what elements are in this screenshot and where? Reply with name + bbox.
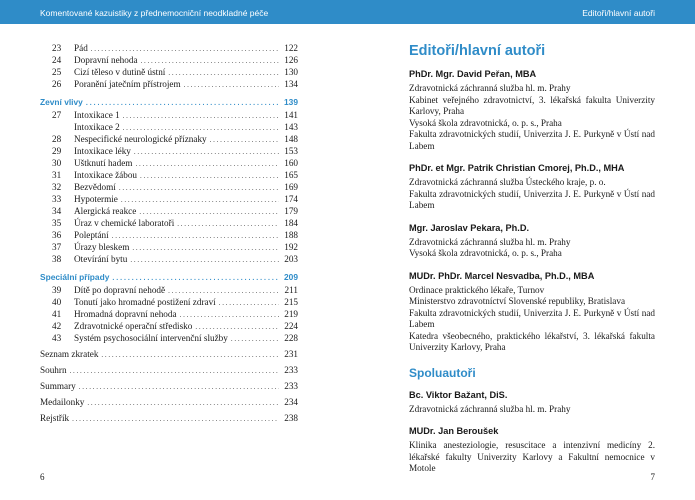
toc-entry <box>40 332 298 344</box>
author-affiliation: Zdravotnická záchranná služba Ústeckého kraje, p. o. <box>409 177 606 187</box>
toc-chapter-number: 27 <box>52 110 62 120</box>
toc-chapter-number: 29 <box>52 146 62 156</box>
author-affiliation: Fakulta zdravotnických studií, Univerzita J. E. Purkyně v Ústí nad Labem <box>409 188 655 210</box>
toc-page-number: 238 <box>284 413 298 423</box>
toc-dot-leader <box>101 348 279 361</box>
left-running-header <box>0 0 347 24</box>
author-name: Mgr. Jaroslav Pekara, Ph.D. <box>409 222 530 233</box>
toc-dot-leader <box>70 364 279 377</box>
author-affiliation: Ministerstvo zdravotníctví Slovenské republiky, Bratislava <box>409 296 626 306</box>
toc-title: Poranění jatečním přístrojem <box>74 79 181 89</box>
author-block <box>409 162 655 212</box>
toc-entry <box>40 229 298 241</box>
toc-page-number: 139 <box>284 97 298 107</box>
author-block <box>409 222 655 260</box>
toc-title: Rejstřík <box>40 413 70 423</box>
toc-entry <box>40 205 298 217</box>
toc-page-number: 184 <box>284 218 298 228</box>
author-affiliation: Katedra všeobecného, praktického lékařství, 3. lékařská fakulta Univerzity Karlovy, Praha <box>409 330 655 352</box>
author-name: Bc. Viktor Bažant, DiS. <box>409 389 508 400</box>
toc-dot-leader <box>112 271 279 285</box>
toc-title: Hypotermie <box>74 194 118 204</box>
table-of-contents <box>40 42 298 424</box>
toc-entry <box>40 284 298 296</box>
toc-page-number: 165 <box>284 170 298 180</box>
toc-page-number: 211 <box>284 285 298 295</box>
toc-title: Speciální případy <box>40 272 110 282</box>
toc-page-number: 203 <box>284 254 298 264</box>
toc-title: Alergická reakce <box>74 206 137 216</box>
right-running-header <box>347 0 695 24</box>
toc-chapter-number: 33 <box>52 194 62 204</box>
toc-section <box>40 96 298 108</box>
toc-entry <box>40 109 298 121</box>
toc-dot-leader <box>72 412 279 425</box>
toc-page-number: 233 <box>284 381 298 391</box>
toc-entry <box>40 181 298 193</box>
toc-page-number: 169 <box>284 182 298 192</box>
author-name: MUDr. PhDr. Marcel Nesvadba, Ph.D., MBA <box>409 270 595 281</box>
book-title: Komentované kazuistiky z přednemocniční neodkladné péče <box>40 8 269 18</box>
toc-page-number: 143 <box>284 122 298 132</box>
toc-title: Úraz v chemické laboratoři <box>74 218 175 228</box>
toc-title: Zdravotnické operační středisko <box>74 321 193 331</box>
left-page-number: 6 <box>40 472 45 482</box>
toc-title: Otevírání bytu <box>74 254 128 264</box>
toc-chapter-number: 38 <box>52 254 62 264</box>
toc-page-number: 234 <box>284 397 298 407</box>
toc-entry <box>40 66 298 78</box>
toc-title: Bezvědomí <box>74 182 116 192</box>
toc-entry <box>40 157 298 169</box>
toc-dot-leader <box>130 253 279 266</box>
toc-title: Cizí těleso v dutině ústní <box>74 67 166 77</box>
toc-page-number: 233 <box>284 365 298 375</box>
author-affiliation: Klinika anesteziologie, resuscitace a intenzivní medicíny 2. lékařské fakulty Univerzity Karlovy a Fakultní nemocnice v Motole <box>409 440 655 473</box>
toc-title: Pád <box>74 43 88 53</box>
toc-title: Intoxikace léky <box>74 146 131 156</box>
toc-top-entry <box>40 396 298 408</box>
toc-page-number: 179 <box>284 206 298 216</box>
toc-top-entry <box>40 412 298 424</box>
toc-title: Summary <box>40 381 76 391</box>
author-name: PhDr. et Mgr. Patrik Christian Cmorej, Ph.D., MHA <box>409 163 625 173</box>
toc-page-number: 174 <box>284 194 298 204</box>
toc-section <box>40 271 298 283</box>
toc-dot-leader <box>79 380 279 393</box>
toc-title: Systém psychosociální intervenční služby <box>74 333 228 343</box>
toc-page-number: 192 <box>284 242 298 252</box>
toc-page-number: 153 <box>284 146 298 156</box>
toc-top-entry <box>40 380 298 392</box>
toc-chapter-number: 30 <box>52 158 62 168</box>
toc-chapter-number: 34 <box>52 206 62 216</box>
author-block <box>409 68 655 152</box>
toc-page-number: 126 <box>284 55 298 65</box>
toc-page-number: 134 <box>284 79 298 89</box>
toc-page-number: 215 <box>284 297 298 307</box>
toc-page-number: 228 <box>284 333 298 343</box>
author-block <box>409 270 655 354</box>
author-affiliation: Kabinet veřejného zdravotnictví, 3. lékařská fakulta Univerzity Karlovy, Praha <box>409 94 655 116</box>
author-affiliation: Zdravotnická záchranná služba hl. m. Prahy <box>409 236 571 247</box>
toc-chapter-number: 43 <box>52 333 62 343</box>
coauthors-title: Spoluautoři <box>409 365 476 380</box>
toc-entry <box>40 133 298 145</box>
toc-dot-leader <box>86 96 279 110</box>
toc-chapter-number: 39 <box>52 285 62 295</box>
toc-dot-leader <box>184 78 279 91</box>
toc-page-number: 209 <box>284 272 298 282</box>
author-name: MUDr. Jan Beroušek <box>409 426 499 436</box>
toc-title: Poleptání <box>74 230 109 240</box>
toc-chapter-number: 40 <box>52 297 62 307</box>
toc-title: Intoxikace 2 <box>74 122 120 132</box>
toc-title: Intoxikace 1 <box>74 110 120 120</box>
toc-chapter-number: 24 <box>52 55 62 65</box>
toc-entry <box>40 320 298 332</box>
toc-title: Úrazy bleskem <box>74 242 130 252</box>
author-affiliation: Fakulta zdravotnických studií, Univerzita J. E. Purkyně v Ústí nad Labem <box>409 129 655 151</box>
toc-chapter-number: 28 <box>52 134 62 144</box>
toc-entry <box>40 145 298 157</box>
toc-page-number: 130 <box>284 67 298 77</box>
toc-title: Nespecifické neurologické příznaky <box>74 134 207 144</box>
toc-dot-leader <box>87 396 279 409</box>
toc-entry <box>40 241 298 253</box>
toc-top-entry <box>40 364 298 376</box>
toc-title: Souhrn <box>40 365 67 375</box>
toc-page-number: 160 <box>284 158 298 168</box>
editors-list <box>409 68 655 354</box>
toc-dot-leader <box>231 332 279 345</box>
toc-entry <box>40 193 298 205</box>
toc-entry <box>40 308 298 320</box>
authors-content <box>409 42 655 485</box>
toc-title: Hromadná dopravní nehoda <box>74 309 177 319</box>
toc-chapter-number: 42 <box>52 321 62 331</box>
toc-entry <box>40 42 298 54</box>
toc-entry <box>40 78 298 90</box>
right-page-number: 7 <box>650 472 655 482</box>
page-title: Editoři/hlavní autoři <box>409 43 546 59</box>
toc-entry <box>40 54 298 66</box>
toc-page-number: 224 <box>284 321 298 331</box>
toc-top-entry <box>40 348 298 360</box>
toc-page-number: 231 <box>284 349 298 359</box>
toc-title: Uštknutí hadem <box>74 158 133 168</box>
toc-title: Zevní vlivy <box>40 97 83 107</box>
author-affiliation: Fakulta zdravotnických studií, Univerzita J. E. Purkyně v Ústí nad Labem <box>409 307 655 329</box>
chapter-title-header: Editoři/hlavní autoři <box>582 8 655 18</box>
author-affiliation: Ordinace praktického lékaře, Turnov <box>409 284 545 295</box>
toc-title: Seznam zkratek <box>40 349 99 359</box>
toc-chapter-number: 36 <box>52 230 62 240</box>
toc-entry <box>40 121 298 133</box>
toc-entry <box>40 169 298 181</box>
toc-chapter-number: 25 <box>52 67 62 77</box>
toc-title: Tonutí jako hromadné postižení zdraví <box>74 297 216 307</box>
toc-page-number: 141 <box>284 110 298 120</box>
author-affiliation: Vysoká škola zdravotnická, o. p. s., Praha <box>409 248 562 258</box>
toc-title: Medailonky <box>40 397 85 407</box>
author-name: PhDr. Mgr. David Peřan, MBA <box>409 69 537 79</box>
toc-chapter-number: 35 <box>52 218 62 228</box>
coauthors-list <box>409 389 655 475</box>
toc-entry <box>40 253 298 265</box>
right-page <box>347 0 695 500</box>
toc-title: Dopravní nehoda <box>74 55 138 65</box>
toc-page-number: 122 <box>284 43 298 53</box>
left-page <box>0 0 347 500</box>
author-block <box>409 425 655 475</box>
toc-title: Dítě po dopravní nehodě <box>74 285 166 295</box>
toc-page-number: 148 <box>284 134 298 144</box>
toc-chapter-number: 31 <box>52 170 62 180</box>
toc-chapter-number: 41 <box>52 309 62 319</box>
author-block <box>409 389 655 416</box>
toc-chapter-number: 23 <box>52 43 62 53</box>
author-affiliation: Zdravotnická záchranná služba hl. m. Prahy <box>409 403 571 414</box>
toc-page-number: 188 <box>284 230 298 240</box>
toc-page-number: 219 <box>284 309 298 319</box>
author-affiliation: Zdravotnická záchranná služba hl. m. Prahy <box>409 83 571 93</box>
toc-chapter-number: 32 <box>52 182 62 192</box>
toc-chapter-number: 26 <box>52 79 62 89</box>
toc-chapter-number: 37 <box>52 242 62 252</box>
toc-title: Intoxikace žábou <box>74 170 138 180</box>
toc-entry <box>40 217 298 229</box>
toc-entry <box>40 296 298 308</box>
author-affiliation: Vysoká škola zdravotnická, o. p. s., Praha <box>409 117 562 128</box>
